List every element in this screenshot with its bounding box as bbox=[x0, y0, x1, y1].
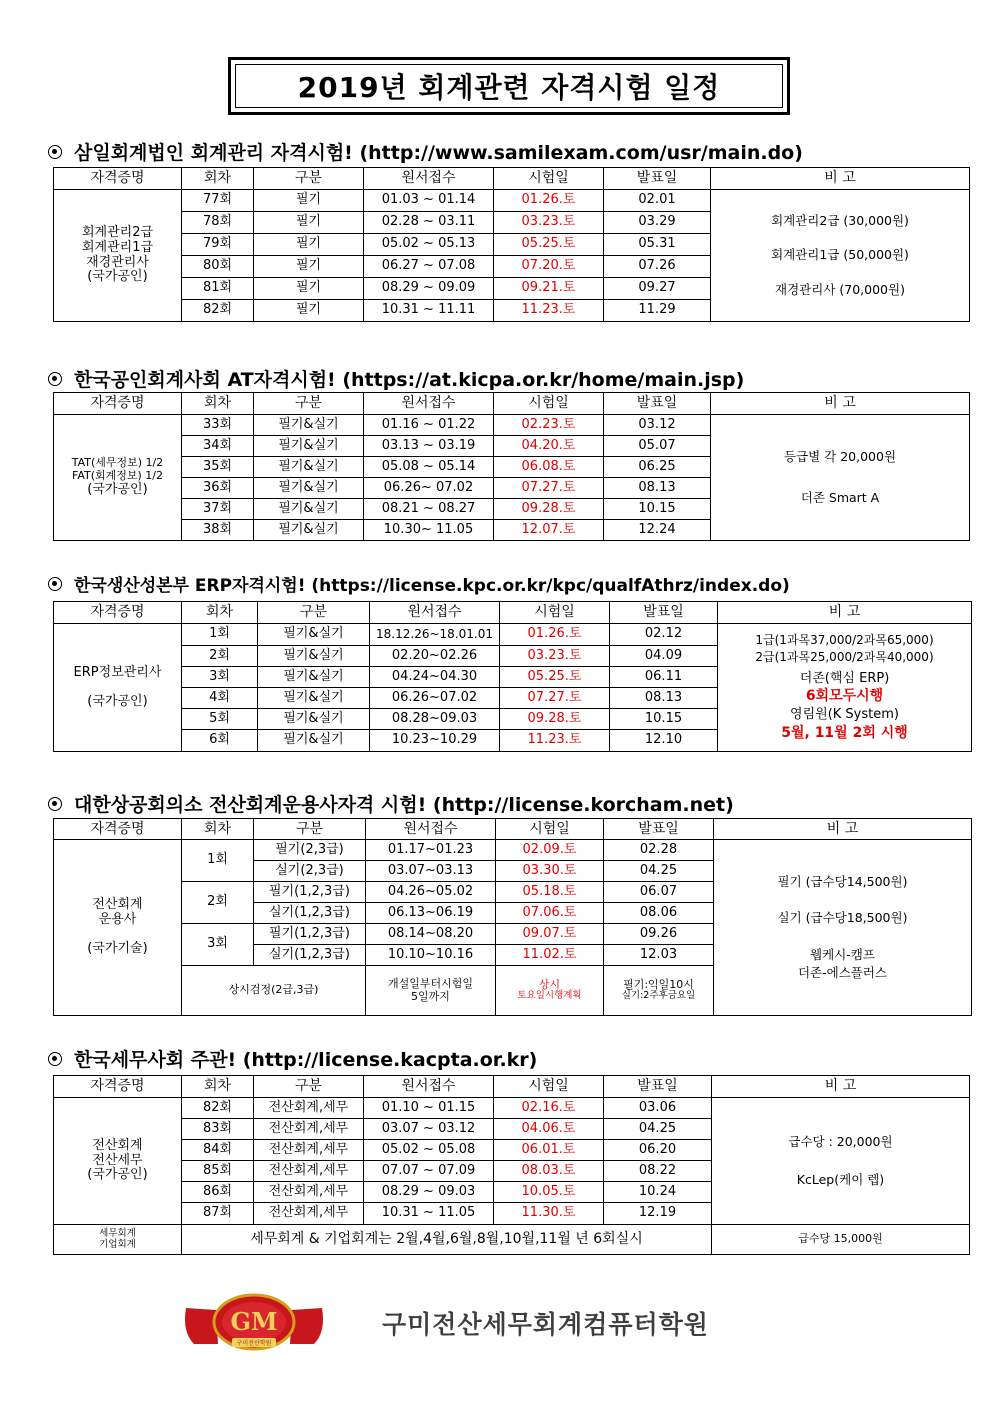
section-2-heading bbox=[48, 365, 744, 392]
remarks: 등급별 각 20,000원 더존 Smart A bbox=[711, 415, 970, 541]
cert-name: 전산회계 전산세무 (국가공인) bbox=[54, 1098, 182, 1225]
table-row: 36회 필기&실기 06.26~ 07.02 07.27.토 08.13 bbox=[54, 478, 970, 499]
cert-name: ERP정보관리사 (국가공인) bbox=[54, 624, 182, 752]
title-box bbox=[228, 57, 790, 115]
bullet-icon bbox=[48, 145, 62, 159]
remarks: 급수당 : 20,000원 KcLep(케이 렙) bbox=[712, 1098, 970, 1225]
bullet-icon bbox=[48, 1052, 62, 1066]
section-5-heading bbox=[48, 1045, 537, 1072]
table-row: 3회 필기(1,2,3급) 08.14~08.20 09.07.토 09.26 bbox=[54, 924, 972, 945]
page-title: 2019년 회계관련 자격시험 일정 bbox=[235, 64, 783, 108]
logo-subtext: 구미전산학원 bbox=[236, 1340, 272, 1347]
table-row: 4회 필기&실기 06.26~07.02 07.27.토 08.13 bbox=[54, 688, 972, 709]
table-row: 실기(1,2,3급) 06.13~06.19 07.06.토 08.06 bbox=[54, 903, 972, 924]
bullet-icon bbox=[48, 577, 62, 591]
remarks: 필기 (급수당14,500원) 실기 (급수당18,500원) 웹케시-캠프 더존-에스플러스 bbox=[714, 840, 972, 1016]
table-row: ERP정보관리사 (국가공인) 1회 필기&실기 18.12.26~18.01.01 01.26.토 02.12 1급(1과목37,000/2과목65,000) 2급(1과목25,000/2과목40,000) 더존(핵심 ERP) 6회모두시행 영림원(K System) 5월, 11월 2회 시행 bbox=[54, 624, 972, 646]
section-2-heading-text: 한국공인회계사회 AT자격시험! (https://at.kicpa.or.kr/home/main.jsp) bbox=[74, 369, 745, 391]
table-row: 35회 필기&실기 05.08 ~ 05.14 06.08.토 06.25 bbox=[54, 457, 970, 478]
table-row: 실기(2,3급) 03.07~03.13 03.30.토 04.25 bbox=[54, 861, 972, 882]
table-row: 상시검정(2급,3급) 개설일부터시험일 5일까지 상시 토요일시행계획 필기:익일10시 실기:2주후금요일 bbox=[54, 966, 972, 1016]
remarks: 회계관리2급 (30,000원) 회계관리1급 (50,000원) 재경관리사 (70,000원) bbox=[711, 190, 970, 322]
section-1-heading bbox=[48, 138, 803, 165]
table-header-row: 자격증명 회차 구분 원서접수 시험일 발표일 비 고 bbox=[54, 602, 972, 624]
table-row: 세무회계 기업회계 세무회계 & 기업회계는 2월,4월,6월,8월,10월,11월 년 6회실시 급수당 15,000원 bbox=[54, 1225, 970, 1255]
table-row: 2회 필기&실기 02.20~02.26 03.23.토 04.09 bbox=[54, 646, 972, 667]
table-header-row: 자격증명 회차 구분 원서접수 시험일 발표일 비 고 bbox=[54, 393, 970, 415]
bullet-icon bbox=[48, 372, 62, 386]
table-row: TAT(세무정보) 1/2 FAT(회계정보) 1/2 (국가공인) 33회 필기&실기 01.16 ~ 01.22 02.23.토 03.12 등급별 각 20,000원 더존 Smart A bbox=[54, 415, 970, 436]
section-2-table bbox=[53, 392, 970, 541]
table-row: 6회 필기&실기 10.23~10.29 11.23.토 12.10 bbox=[54, 730, 972, 752]
table-row: 85회 전산회계,세무 07.07 ~ 07.09 08.03.토 08.22 bbox=[54, 1161, 970, 1182]
table-row: 84회 전산회계,세무 05.02 ~ 05.08 06.01.토 06.20 bbox=[54, 1140, 970, 1161]
section-3-table bbox=[53, 601, 972, 752]
table-row: 37회 필기&실기 08.21 ~ 08.27 09.28.토 10.15 bbox=[54, 499, 970, 520]
table-header-row: 자격증명 회차 구분 원서접수 시험일 발표일 비 고 bbox=[54, 168, 970, 190]
table-row: 실기(1,2,3급) 10.10~10.16 11.02.토 12.03 bbox=[54, 945, 972, 966]
table-row: 5회 필기&실기 08.28~09.03 09.28.토 10.15 bbox=[54, 709, 972, 730]
bullet-icon bbox=[48, 797, 62, 811]
table-row: 83회 전산회계,세무 03.07 ~ 03.12 04.06.토 04.25 bbox=[54, 1119, 970, 1140]
cert-name: 전산회계 운용사 (국가기술) bbox=[54, 840, 182, 1016]
table-header-row: 자격증명 회차 구분 원서접수 시험일 발표일 비 고 bbox=[54, 1076, 970, 1098]
cert-name: 회계관리2급 회계관리1급 재경관리사 (국가공인) bbox=[54, 190, 182, 322]
table-row: 81회 필기 08.29 ~ 09.09 09.21.토 09.27 bbox=[54, 278, 970, 300]
logo-text: GM bbox=[230, 1307, 278, 1336]
table-row: 2회 필기(1,2,3급) 04.26~05.02 05.18.토 06.07 bbox=[54, 882, 972, 903]
table-row: 전산회계 전산세무 (국가공인) 82회 전산회계,세무 01.10 ~ 01.15 02.16.토 03.06 급수당 : 20,000원 KcLep(케이 렙) bbox=[54, 1098, 970, 1119]
section-4-heading bbox=[48, 790, 734, 817]
section-4-table bbox=[53, 818, 972, 1016]
remarks: 1급(1과목37,000/2과목65,000) 2급(1과목25,000/2과목40,000) 더존(핵심 ERP) 6회모두시행 영림원(K System) 5월, 11월 2회 시행 bbox=[718, 624, 972, 752]
section-5-heading-text: 한국세무사회 주관! (http://license.kacpta.or.kr) bbox=[74, 1049, 538, 1071]
table-row: 78회 필기 02.28 ~ 03.11 03.23.토 03.29 bbox=[54, 212, 970, 234]
section-1-heading-text: 삼일회계법인 회계관리 자격시험! (http://www.samilexam.com/usr/main.do) bbox=[74, 142, 803, 164]
table-row: 회계관리2급 회계관리1급 재경관리사 (국가공인) 77회 필기 01.03 ~ 01.14 01.26.토 02.01 회계관리2급 (30,000원) 회계관리1급 (50,000원) 재경관리사 (70,000원) bbox=[54, 190, 970, 212]
academy-logo bbox=[180, 1292, 328, 1352]
cert-name: TAT(세무정보) 1/2 FAT(회계정보) 1/2 (국가공인) bbox=[54, 415, 182, 541]
table-row: 87회 전산회계,세무 10.31 ~ 11.05 11.30.토 12.19 bbox=[54, 1203, 970, 1225]
table-row: 34회 필기&실기 03.13 ~ 03.19 04.20.토 05.07 bbox=[54, 436, 970, 457]
section-1-table bbox=[53, 167, 970, 322]
section-5-table bbox=[53, 1075, 970, 1255]
table-row: 80회 필기 06.27 ~ 07.08 07.20.토 07.26 bbox=[54, 256, 970, 278]
table-row: 38회 필기&실기 10.30~ 11.05 12.07.토 12.24 bbox=[54, 520, 970, 541]
section-4-heading-text: 대한상공회의소 전산회계운용사자격 시험! (http://license.korcham.net) bbox=[74, 794, 734, 816]
table-row: 82회 필기 10.31 ~ 11.11 11.23.토 11.29 bbox=[54, 300, 970, 322]
table-header-row: 자격증명 회차 구분 원서접수 시험일 발표일 비 고 bbox=[54, 819, 972, 840]
section-3-heading-text: 한국생산성본부 ERP자격시험! (https://license.kpc.or.kr/kpc/qualfAthrz/index.do) bbox=[74, 576, 790, 596]
table-row: 86회 전산회계,세무 08.29 ~ 09.03 10.05.토 10.24 bbox=[54, 1182, 970, 1203]
academy-name: 구미전산세무회계컴퓨터학원 bbox=[382, 1310, 709, 1339]
table-row: 79회 필기 05.02 ~ 05.13 05.25.토 05.31 bbox=[54, 234, 970, 256]
table-row: 3회 필기&실기 04.24~04.30 05.25.토 06.11 bbox=[54, 667, 972, 688]
section-3-heading bbox=[48, 571, 790, 596]
table-row: 전산회계 운용사 (국가기술) 1회 필기(2,3급) 01.17~01.23 02.09.토 02.28 필기 (급수당14,500원) 실기 (급수당18,500원) 웹케시-캠프 더존-에스플러스 bbox=[54, 840, 972, 861]
